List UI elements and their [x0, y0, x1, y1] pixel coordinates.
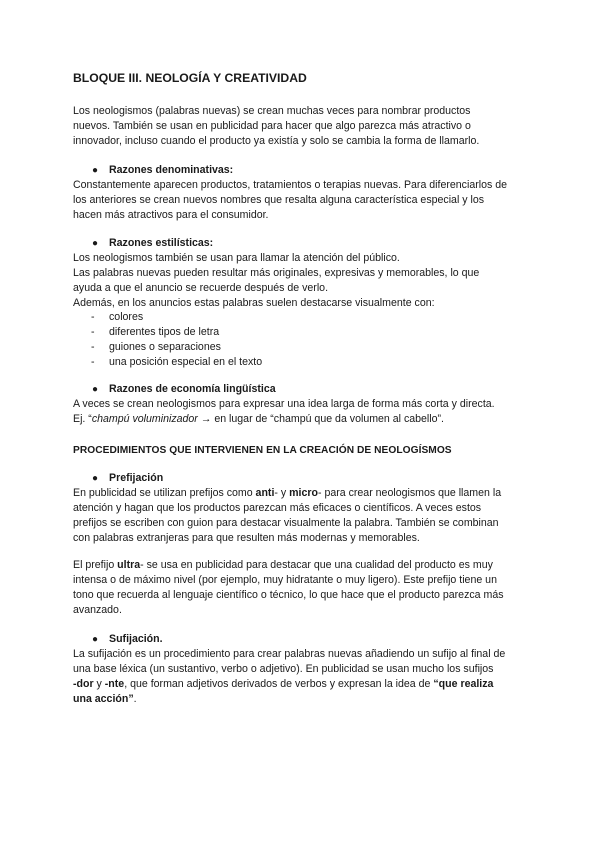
intro-paragraph	[73, 104, 533, 149]
list-item: - colores	[91, 311, 144, 323]
bullet-icon: ●	[92, 238, 99, 249]
dash-marker: -	[91, 326, 95, 338]
list-item: - guiones o separaciones	[91, 341, 221, 353]
heading-label: Razones estilísticas:	[109, 237, 214, 249]
paragraph-line: Las palabras nuevas pueden resultar más originales, expresivas y memorables, lo que	[73, 267, 480, 279]
section-title-procedimientos: PROCEDIMIENTOS QUE INTERVIENEN EN LA CREACIÓN DE NEOLOGÍSMOS	[73, 445, 452, 456]
heading-razones-economia	[92, 382, 276, 397]
heading-label: Razones denominativas:	[109, 164, 234, 176]
heading-label: Prefijación	[109, 472, 164, 484]
paragraph-line: hacen más atractivos para el consumidor.	[73, 209, 269, 221]
paragraph-line: Los neologismos también se usan para llamar la atención del público.	[73, 252, 400, 264]
heading-label: Razones de economía lingüística	[109, 383, 276, 395]
bullet-icon: ●	[92, 634, 99, 645]
paragraph-line: avanzado.	[73, 604, 122, 616]
prefijacion-paragraph-1	[73, 486, 533, 546]
paragraph-line: una acción”.	[73, 693, 137, 705]
paragraph-line: El prefijo ultra- se usa en publicidad para destacar que una cualidad del producto es muy	[73, 559, 493, 571]
example-line: Ej. “champú voluminizador → en lugar de “champú que da volumen al cabello”.	[73, 413, 444, 425]
heading-prefijacion	[92, 471, 163, 486]
dash-marker: -	[91, 341, 95, 353]
paragraph-line: una base léxica (un sustantivo, verbo o adjetivo). En publicidad se usan mucho los sufijos	[73, 663, 494, 675]
page-title: BLOQUE III. NEOLOGÍA Y CREATIVIDAD	[73, 71, 307, 85]
list-item: - una posición especial en el texto	[91, 356, 263, 368]
prefijacion-paragraph-2	[73, 558, 533, 618]
dash-marker: -	[91, 311, 95, 323]
denominativas-paragraph	[73, 178, 533, 223]
bullet-icon: ●	[92, 473, 99, 484]
paragraph-line: con palabras extranjeras para que resulten más modernas y memorables.	[73, 532, 420, 544]
intro-line: innovador, incluso cuando el producto ya existía y solo se cambia la forma de llamarlo.	[73, 135, 480, 147]
heading-razones-denominativas	[92, 163, 233, 178]
bullet-icon: ●	[92, 165, 99, 176]
paragraph-line: En publicidad se utilizan prefijos como anti- y micro- para crear neologismos que llamen la	[73, 487, 502, 499]
heading-label: Sufijación.	[109, 633, 163, 645]
paragraph-line: intensa o de máximo nivel (por ejemplo, muy hidratante o muy ligero). Este prefijo tiene un	[73, 574, 497, 586]
paragraph-line: los anteriores se crean nuevos nombres que resalta alguna característica especial y los	[73, 194, 485, 206]
paragraph-line: -dor y -nte, que forman adjetivos derivados de verbos y expresan la idea de “que realiza	[73, 678, 494, 690]
economia-paragraph	[73, 397, 533, 427]
heading-sufijacion	[92, 632, 163, 647]
heading-razones-estilisticas	[92, 236, 213, 251]
paragraph-line: Además, en los anuncios estas palabras suelen destacarse visualmente con:	[73, 297, 435, 309]
paragraph-line: Constantemente aparecen productos, tratamientos o terapias nuevas. Para diferenciarlos de	[73, 179, 508, 191]
paragraph-line: La sufijación es un procedimiento para crear palabras nuevas añadiendo un sufijo al final de	[73, 648, 506, 660]
intro-line: nuevos. También se usan en publicidad para hacer que algo parezca más atractivo o	[73, 120, 471, 132]
sufijacion-paragraph	[73, 647, 533, 707]
paragraph-line: ayuda a que el anuncio se recuerde después de verlo.	[73, 282, 329, 294]
paragraph-line: prefijos se escriben con guion para destacar visualmente la palabra. También se combinan	[73, 517, 499, 529]
paragraph-line: tono que recuerda al lenguaje científico o técnico, lo que hace que el producto parezca más	[73, 589, 504, 601]
bullet-icon: ●	[92, 384, 99, 395]
paragraph-line: A veces se crean neologismos para expresar una idea larga de forma más corta y directa.	[73, 398, 495, 410]
intro-line: Los neologismos (palabras nuevas) se crean muchas veces para nombrar productos	[73, 105, 471, 117]
list-item: - diferentes tipos de letra	[91, 326, 220, 338]
estilisticas-paragraph	[73, 251, 533, 311]
paragraph-line: atención y hagan que los productos parezcan más eficaces o científicos. A veces estos	[73, 502, 482, 514]
dash-marker: -	[91, 356, 95, 368]
